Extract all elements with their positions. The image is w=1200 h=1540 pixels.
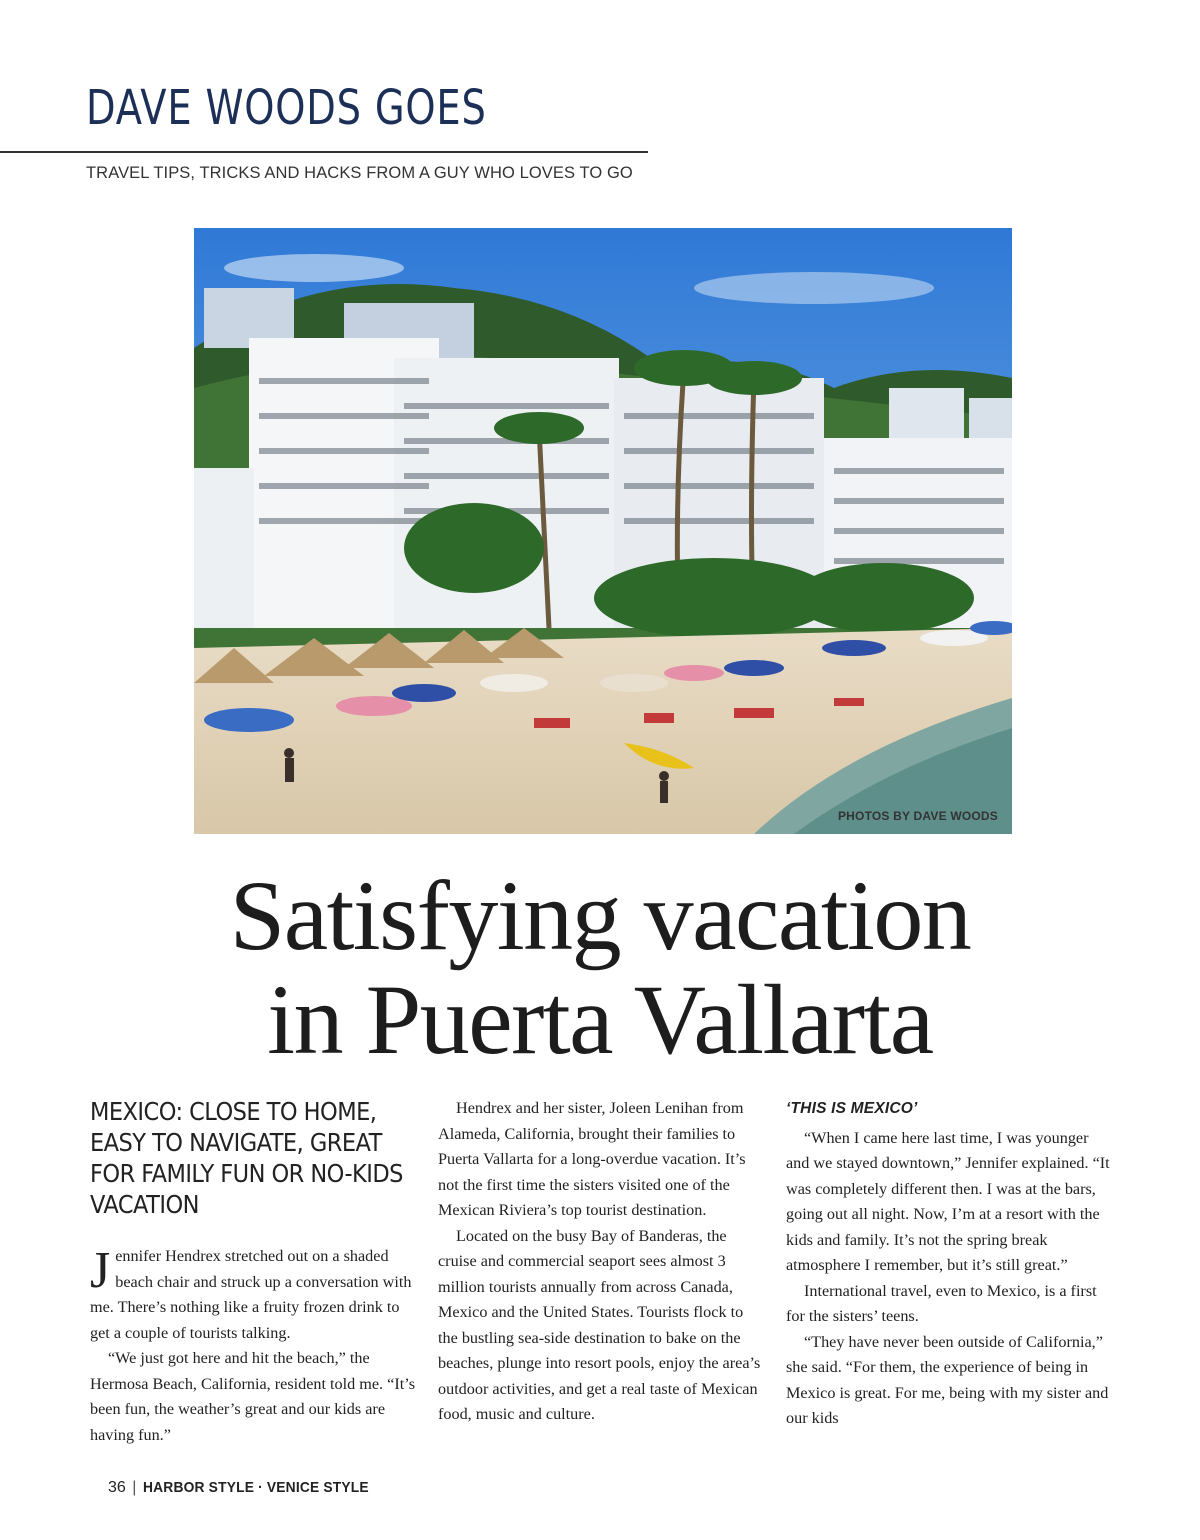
article-column-2 [438, 1096, 766, 1428]
page-number: 36 [108, 1479, 126, 1496]
article-column-1 [90, 1096, 416, 1448]
headline-line-2: in Puerta Vallarta [267, 964, 933, 1075]
article-paragraph: “They have never been outside of California,” she said. “For them, the experience of being in Mexico is great. For me, being with my sister and our kids [786, 1332, 1109, 1427]
page-footer [108, 1479, 388, 1497]
article-paragraph [90, 1244, 416, 1346]
article-paragraph: International travel, even to Mexico, is a first for the sisters’ teens. [786, 1281, 1097, 1325]
headline-line-1: Satisfying vacation [229, 860, 971, 971]
drop-cap: J [90, 1242, 111, 1299]
article-paragraph: Located on the busy Bay of Banderas, the cruise and commercial seaport sees almost 3 million tourists annually from across Canada, Mexico and the United States. Tourists flock to the bustling sea-side destination to bake on the beaches, plunge into resort pools, enjoy the area’s outdoor activities, and get a real taste of Mexican food, music and culture. [438, 1226, 761, 1423]
article-paragraph: “When I came here last time, I was younger and we stayed downtown,” Jennifer explained. “It was completely different then. I was at the bars, going out all night. Now, I’m at a resort with the kids and family. It’s not the spring break atmosphere I remember, but it’s still great.” [786, 1128, 1110, 1274]
photo-credit: PHOTOS BY DAVE WOODS [837, 809, 998, 823]
section-tagline: TRAVEL TIPS, TRICKS AND HACKS FROM A GUY WHO LOVES TO GO [86, 164, 633, 182]
article-deck: MEXICO: CLOSE TO HOME, EASY TO NAVIGATE, GREAT FOR FAMILY FUN OR NO-KIDS VACATION [90, 1097, 403, 1219]
article-subhead: ‘THIS IS MEXICO’ [786, 1100, 918, 1117]
section-title: DAVE WOODS GOES [86, 80, 487, 136]
section-divider [0, 151, 648, 153]
hero-photo [194, 228, 1012, 834]
paragraph-text: ennifer Hendrex stretched out on a shaded beach chair and struck up a conversation with me. There’s nothing like a fruity frozen drink to get a couple of tourists talking. [90, 1247, 412, 1342]
beach-resort-illustration [194, 228, 1012, 834]
article-paragraph: Hendrex and her sister, Joleen Lenihan from Alameda, California, brought their families to Puerta Vallarta for a long-overdue vacation. It’s not the first time the sisters visited one of the Mexican Riviera’s top tourist destination. [438, 1099, 746, 1219]
footer-separator: | [132, 1479, 137, 1496]
publication-name: HARBOR STYLE · VENICE STYLE [142, 1479, 369, 1496]
headline [0, 860, 1200, 1075]
article-column-3 [786, 1096, 1112, 1432]
article-paragraph: “We just got here and hit the beach,” the Hermosa Beach, California, resident told me. “It’s been fun, the weather’s great and our kids are having fun.” [90, 1349, 415, 1444]
